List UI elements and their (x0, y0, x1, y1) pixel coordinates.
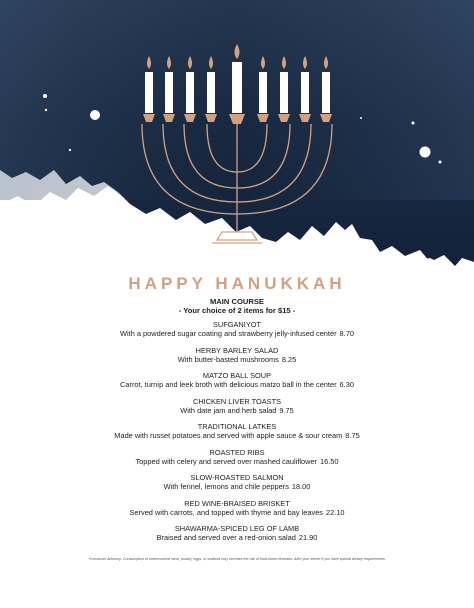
item-price: 16.50 (320, 456, 339, 466)
item-description: Carrot, turnip and leek broth with delicious matzo ball in the center 6.30 (120, 380, 354, 389)
menu-item (0, 448, 474, 467)
item-price: 8.75 (345, 431, 360, 440)
header-illustration (0, 0, 474, 275)
item-name: SUFGANIYOT (212, 320, 262, 329)
item-name: MATZO BALL SOUP (202, 371, 272, 380)
item-description: With date jam and herb salad 9.75 (180, 405, 294, 415)
menu-item (0, 397, 474, 416)
menu-item (0, 473, 474, 492)
section-subtitle: - Your choice of 2 items for $15 - (178, 306, 296, 315)
menu-item (0, 371, 474, 390)
item-price: 8.70 (339, 329, 354, 338)
item-price: 21.90 (298, 533, 318, 542)
menu-item (0, 422, 474, 441)
item-name: SHAWARMA-SPICED LEG OF LAMB (174, 524, 300, 533)
item-description: With butter-basted mushrooms 8.25 (177, 354, 297, 364)
consumer-advisory-footnote: *Consumer Advisory: Consumption of undercooked meat, poultry, eggs, or seafood may increase the risk of food-borne illnesses. Alert your server if you have special dietary requirements. (88, 557, 386, 561)
menu-title: HAPPY HANUKKAH (128, 274, 346, 293)
item-name: SLOW-ROASTED SALMON (190, 473, 284, 482)
item-description: Served with carrots, and topped with thyme and bay leaves 22.10 (129, 507, 345, 517)
item-price: 8.25 (281, 354, 297, 364)
menu-item (0, 346, 474, 365)
item-name: RED WINE-BRAISED BRISKET (184, 498, 290, 508)
item-name: TRADITIONAL LATKES (197, 422, 277, 431)
menu-item (0, 524, 474, 543)
item-description: With a powdered sugar coating and strawberry jelly-infused center 8.70 (120, 329, 354, 338)
item-name: ROASTED RIBS (209, 447, 265, 457)
item-description: Braised and served over a red-onion salad 21.90 (156, 533, 318, 542)
item-price: 9.75 (279, 405, 294, 415)
item-name: CHICKEN LIVER TOASTS (192, 396, 282, 406)
item-price: 18.00 (291, 482, 311, 491)
item-description: Made with russet potatoes and served with apple sauce & sour cream 8.75 (114, 431, 360, 440)
item-price: 22.10 (326, 507, 345, 517)
section-title: MAIN COURSE (209, 297, 264, 306)
item-description: Topped with celery and served over mashed cauliflower 16.50 (135, 456, 339, 466)
item-price: 6.30 (339, 380, 354, 389)
item-name: HERBY BARLEY SALAD (195, 345, 279, 355)
item-description: With fennel, lemons and chile peppers 18.00 (163, 482, 311, 491)
menu-content (0, 275, 474, 550)
menu-item (0, 499, 474, 518)
menu-item (0, 320, 474, 339)
